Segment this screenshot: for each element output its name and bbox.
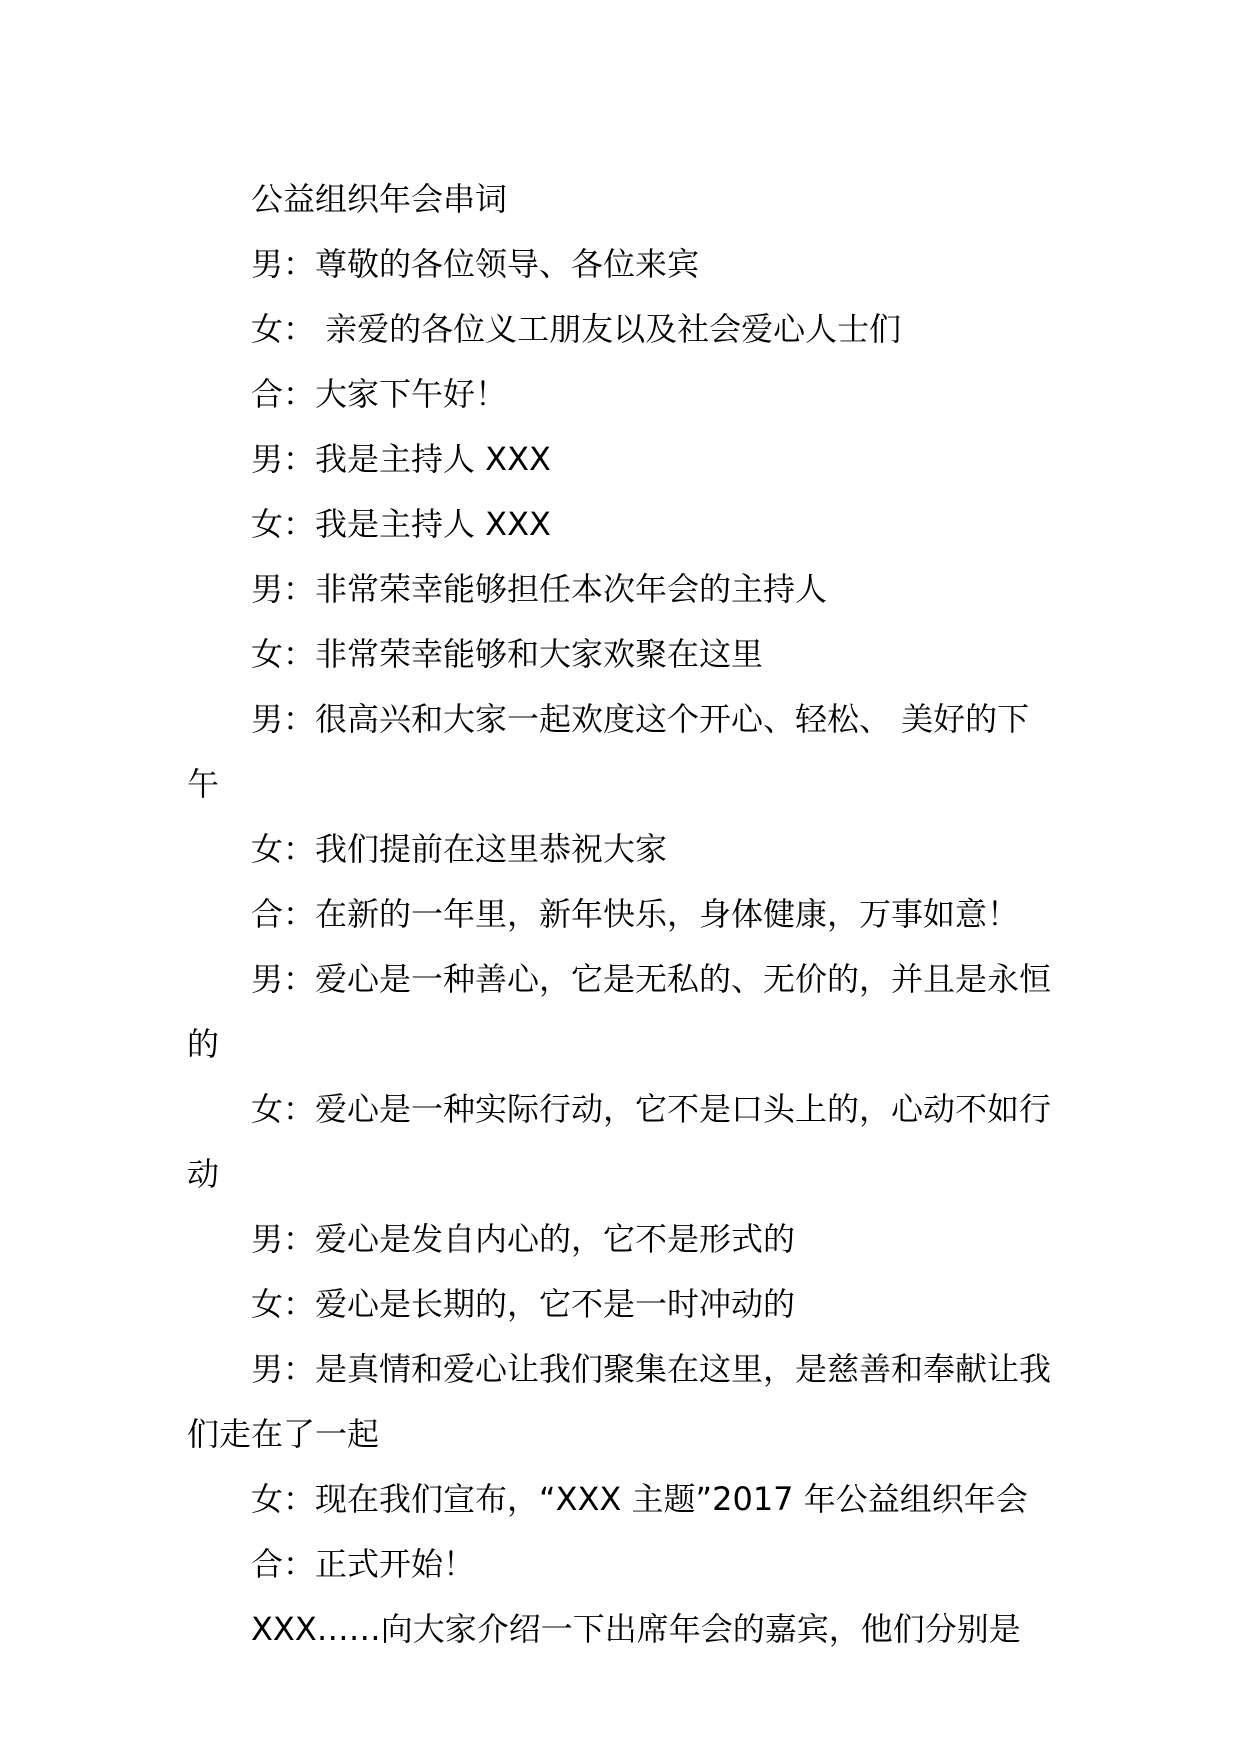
script-line: 男：很高兴和大家一起欢度这个开心、轻松、 美好的下午 <box>187 700 1030 803</box>
script-line: 女：我是主持人 XXX <box>251 505 551 543</box>
script-line: 男：是真情和爱心让我们聚集在这里，是慈善和奉献让我们走在了一起 <box>187 1350 1052 1453</box>
script-line: XXX……向大家介绍一下出席年会的嘉宾，他们分别是 <box>251 1610 1021 1648</box>
script-line: 女：爱心是长期的，它不是一时冲动的 <box>251 1285 796 1323</box>
script-line: 合：大家下午好！ <box>251 375 508 413</box>
script-line: 男：非常荣幸能够担任本次年会的主持人 <box>251 570 828 608</box>
script-line: 女：我们提前在这里恭祝大家 <box>251 830 668 868</box>
script-line: 合：在新的一年里，新年快乐，身体健康，万事如意！ <box>251 895 1020 933</box>
script-line: 女：爱心是一种实际行动，它不是口头上的，心动不如行动 <box>187 1090 1052 1193</box>
document-body <box>187 167 1057 1662</box>
script-line: 女：现在我们宣布，“XXX 主题”2017 年公益组织年会 <box>251 1480 1028 1518</box>
document-title: 公益组织年会串词 <box>251 180 508 218</box>
script-line: 女： 亲爱的各位义工朋友以及社会爱心人士们 <box>251 310 902 348</box>
script-line: 男：爱心是发自内心的，它不是形式的 <box>251 1220 796 1258</box>
script-line: 女：非常荣幸能够和大家欢聚在这里 <box>251 635 764 673</box>
script-line: 合：正式开始！ <box>251 1545 476 1583</box>
script-line: 男：尊敬的各位领导、各位来宾 <box>251 245 700 283</box>
script-line: 男：爱心是一种善心，它是无私的、无价的，并且是永恒的 <box>187 960 1052 1063</box>
script-line: 男：我是主持人 XXX <box>251 440 551 478</box>
